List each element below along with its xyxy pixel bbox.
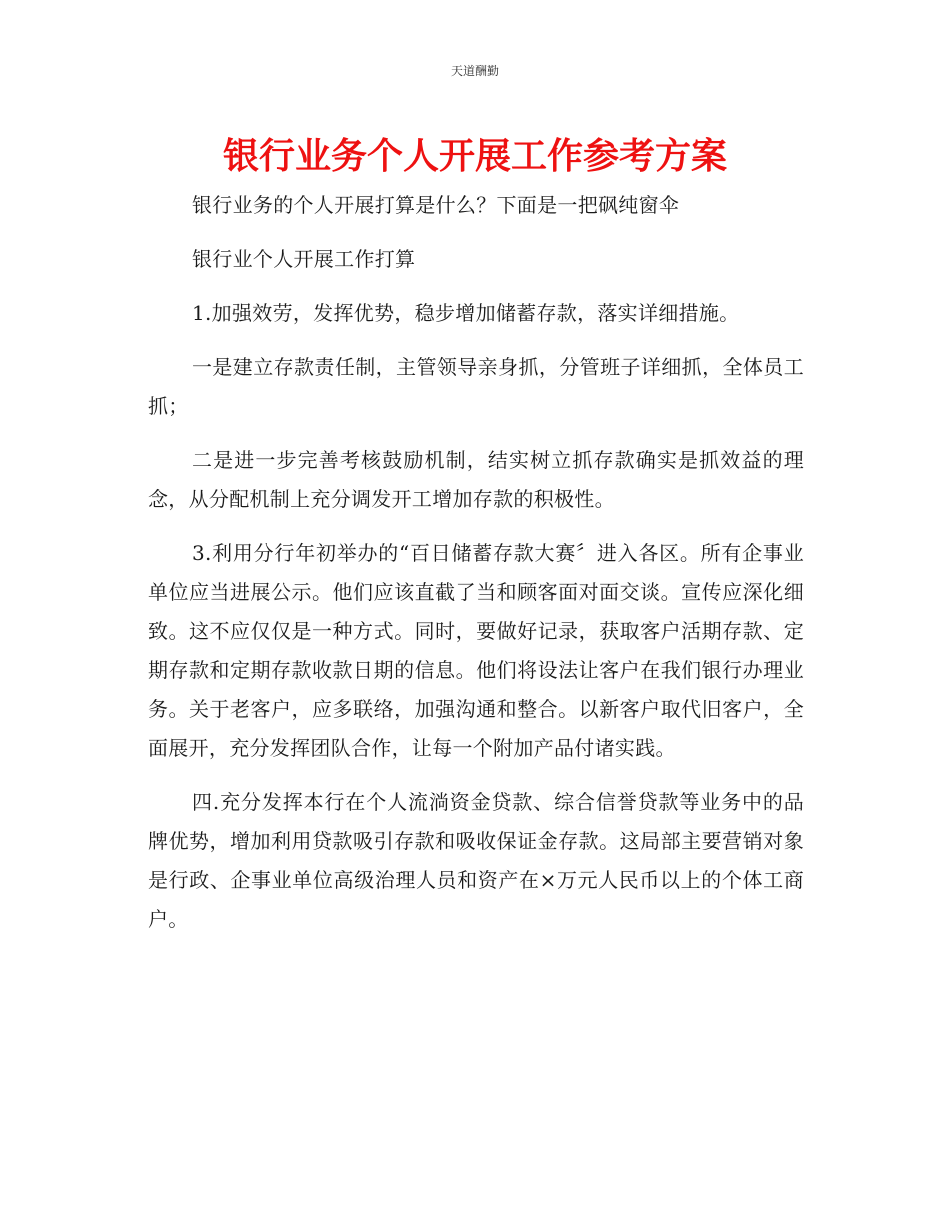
paragraph: 二是进一步完善考核鼓励机制，结实树立抓存款确实是抓效益的理念，从分配机制上充分调发开工增加存款的积极性。 [148, 448, 804, 511]
paragraph: 银行业个人开展工作打算 [192, 247, 416, 271]
paragraph: 银行业务的个人开展打算是什么？下面是一把砜纯窗伞 [192, 193, 680, 217]
paragraph: 一是建立存款责任制，主管领导亲身抓，分管班子详细抓，全体员工抓； [148, 355, 804, 418]
paragraph: 1.加强效劳，发挥优势，稳步增加储蓄存款，落实详细措施。 [192, 301, 740, 325]
paragraph: 四.充分发挥本行在个人流淌资金贷款、综合信誉贷款等业务中的品牌优势，增加利用贷款吸引存款和吸收保证金存款。这局部主要营销对象是行政、企事业单位高级治理人员和资产在×万元人民币以上的个体工商户。 [148, 790, 804, 931]
document-title: 银行业务个人开展工作参考方案 [222, 136, 727, 177]
page-header: 天道酬勤 [450, 64, 499, 78]
document-body [148, 186, 804, 954]
paragraph: 3.利用分行年初举办的“百日储蓄存款大赛〞进入各区。所有企事业单位应当进展公示。他们应该直截了当和顾客面对面交谈。宣传应深化细致。这不应仅仅是一种方式。同时，要做好记录，获取客户活期存款、定期存款和定期存款收款日期的信息。他们将设法让客户在我们银行办理业务。关于老客户，应多联络，加强沟通和整合。以新客户取代旧客户，全面展开，充分发挥团队合作，让每一个附加产品付诸实践。 [148, 541, 804, 760]
